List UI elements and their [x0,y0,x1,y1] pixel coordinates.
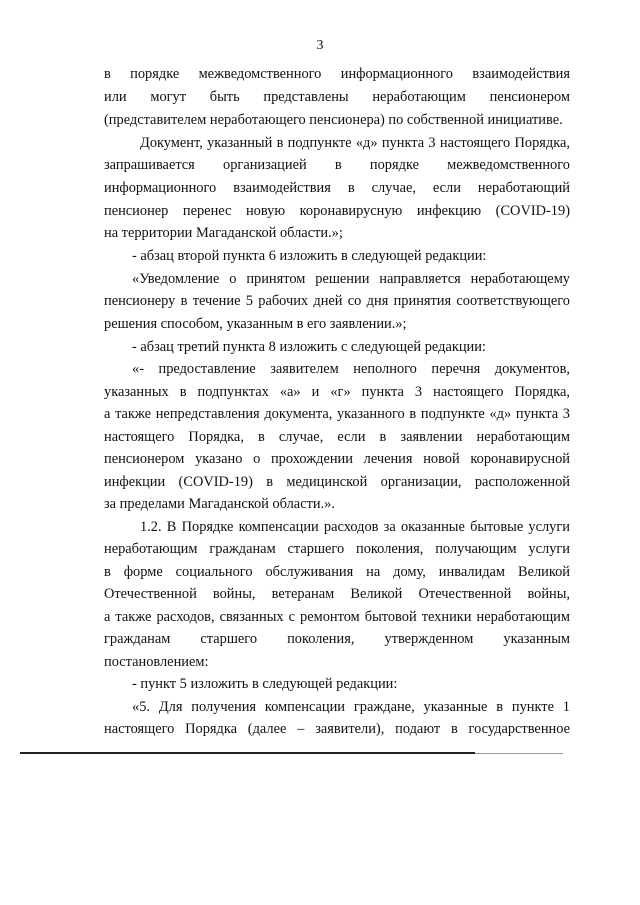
text-line: настоящего Порядка, в случае, если в заявлении неработающим [104,429,570,445]
text-line: решения способом, указанным в его заявлении.»; [104,316,407,332]
text-line: Отечественной войны, ветеранам Великой Отечественной войны, [104,586,570,602]
text-line: Документ, указанный в подпункте «д» пункта 3 настоящего Порядка, [140,135,570,151]
page-number: 3 [316,38,324,53]
text-line: гражданам старшего поколения, утвержденном указанным [104,631,570,647]
text-line: в форме социального обслуживания на дому, инвалидам Великой [104,564,570,580]
text-line: (представителем неработающего пенсионера) по собственной инициативе. [104,112,563,128]
text-line: пенсионером указано о прохождении лечения новой коронавирусной [104,451,570,467]
text-line: а также непредставления документа, указанного в подпункте «д» пункта 3 [104,406,570,422]
text-line: инфекции (COVID-19) в медицинской организации, расположенной [104,474,570,490]
text-line: а также расходов, связанных с ремонтом бытовой техники неработающим [104,609,570,625]
text-line: - абзац второй пункта 6 изложить в следующей редакции: [132,248,487,264]
text-line: информационного взаимодействия в случае, если неработающий [104,180,570,196]
text-line: настоящего Порядка (далее – заявители), подают в государственное [104,721,570,737]
text-line: 1.2. В Порядке компенсации расходов за оказанные бытовые услуги [140,519,570,535]
text-line: за пределами Магаданской области.». [104,496,335,512]
text-line: пенсионеру в течение 5 рабочих дней со дня принятия соответствующего [104,293,570,309]
text-line: пенсионер перенес новую коронавирусную инфекцию (COVID-19) [104,203,570,219]
text-line: в порядке межведомственного информационного взаимодействия [104,66,570,82]
footer-divider-tail [475,753,563,754]
text-line: «Уведомление о принятом решении направляется неработающему [132,271,570,287]
text-line: запрашивается организацией в порядке межведомственного [104,157,570,173]
text-line: или могут быть представлены неработающим пенсионером [104,89,570,105]
text-line: «5. Для получения компенсации граждане, указанные в пункте 1 [132,699,570,715]
text-line: указанных в подпунктах «а» и «г» пункта 3 настоящего Порядка, [104,384,570,400]
text-line: - абзац третий пункта 8 изложить с следующей редакции: [132,339,486,355]
text-line: на территории Магаданской области.»; [104,225,343,241]
text-line: постановлением: [104,654,209,670]
text-line: неработающим гражданам старшего поколения, получающим услуги [104,541,570,557]
text-line: «- предоставление заявителем неполного перечня документов, [132,361,570,377]
text-line: - пункт 5 изложить в следующей редакции: [132,676,398,692]
footer-divider [20,752,475,754]
